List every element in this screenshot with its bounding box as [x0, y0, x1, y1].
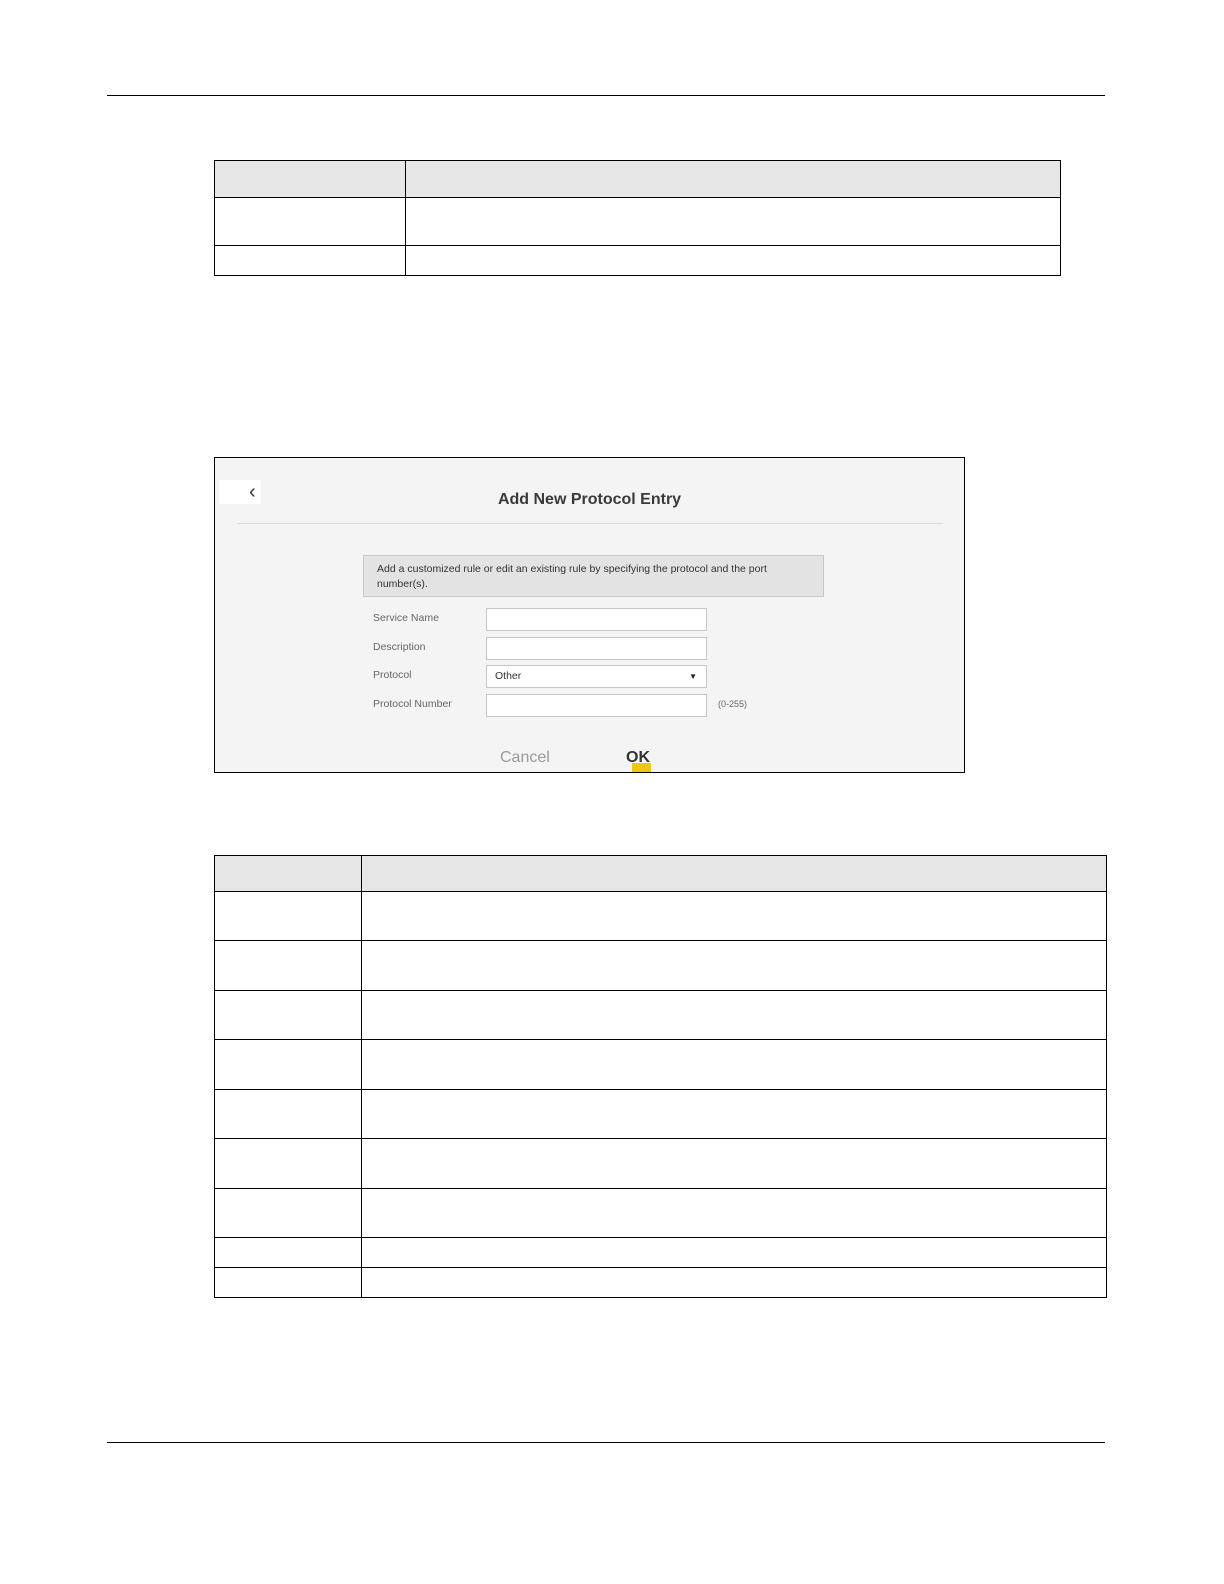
table-row	[215, 892, 1107, 941]
table-row	[215, 1090, 1107, 1139]
caret-down-icon: ▼	[689, 672, 697, 681]
header-rule	[107, 95, 1105, 96]
info-text-line1: Add a customized rule or edit an existing rule by specifying the protocol and the port	[377, 563, 767, 575]
table-row	[215, 246, 1061, 276]
service-name-input[interactable]	[486, 608, 707, 631]
table-row	[215, 1238, 1107, 1268]
info-text-line2: number(s).	[377, 578, 428, 590]
table-row	[215, 1189, 1107, 1238]
add-protocol-dialog-screenshot	[214, 457, 965, 773]
table-bottom	[214, 855, 1107, 1298]
cancel-button[interactable]: Cancel	[500, 749, 550, 766]
protocol-number-label: Protocol Number	[373, 698, 452, 710]
table-row	[215, 1040, 1107, 1090]
table-row	[215, 991, 1107, 1040]
description-input[interactable]	[486, 637, 707, 660]
ok-button[interactable]: OK	[626, 749, 650, 766]
table-row	[215, 1139, 1107, 1189]
title-divider	[237, 523, 943, 524]
protocol-number-input[interactable]	[486, 694, 707, 717]
table-row	[215, 941, 1107, 991]
protocol-select-value: Other	[495, 670, 522, 682]
description-label: Description	[373, 641, 426, 653]
info-box	[363, 555, 824, 597]
dialog-title: Add New Protocol Entry	[497, 491, 682, 508]
table-row	[215, 198, 1061, 246]
table-row	[215, 1268, 1107, 1298]
protocol-label: Protocol	[373, 669, 412, 681]
chevron-left-icon[interactable]: ‹	[249, 481, 256, 503]
footer-rule	[107, 1442, 1105, 1443]
protocol-select[interactable]	[486, 665, 707, 688]
table-top	[214, 160, 1061, 276]
table-header-row	[215, 161, 1061, 198]
protocol-number-range-hint: (0-255)	[718, 699, 748, 709]
table-header-row	[215, 856, 1107, 892]
service-name-label: Service Name	[373, 612, 439, 624]
